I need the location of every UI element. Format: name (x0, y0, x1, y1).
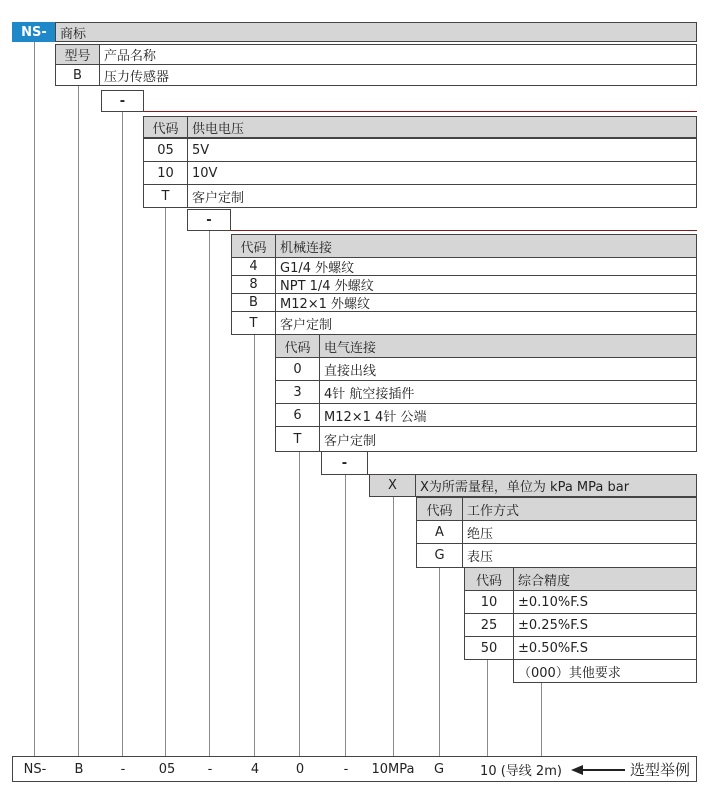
accuracy-value-050: ±0.50%F.S (513, 636, 697, 660)
connector-line (209, 230, 210, 756)
mech-code-custom: T (231, 311, 276, 335)
example-brand: NS- (23, 761, 47, 777)
mech-code-g14: 4 (231, 257, 276, 276)
elec-value-m12: M12×1 4针 公端 (319, 403, 697, 427)
example-dash: - (207, 761, 213, 777)
supply-code-5v: 05 (143, 138, 188, 162)
accuracy-value-010: ±0.10%F.S (513, 590, 697, 614)
mode-header-name: 工作方式 (462, 497, 697, 521)
example-mode: G (433, 761, 445, 777)
elec-value-aviation: 4针 航空接插件 (319, 380, 697, 404)
connector-line (393, 496, 394, 756)
elec-header-code: 代码 (275, 334, 320, 358)
model-header-name: 产品名称 (99, 44, 697, 65)
connector-line (34, 40, 35, 756)
model-code: B (55, 64, 100, 86)
connector-line (439, 568, 440, 756)
separator-dash: - (101, 90, 144, 112)
connector-line (122, 110, 123, 756)
elec-code-cable: 0 (275, 357, 320, 381)
accuracy-header-code: 代码 (464, 567, 514, 591)
separator-line (231, 230, 697, 231)
elec-code-custom: T (275, 426, 320, 452)
supply-header-code: 代码 (143, 116, 188, 138)
mech-header-name: 机械连接 (275, 234, 697, 258)
accuracy-code-025: 25 (464, 613, 514, 637)
mech-value-m12: M12×1 外螺纹 (275, 293, 697, 312)
mode-code-gauge: G (416, 543, 463, 568)
separator-line (144, 111, 697, 112)
connector-line (299, 452, 300, 756)
connector-line (345, 474, 346, 756)
supply-code-10v: 10 (143, 161, 188, 185)
example-dash: - (120, 761, 126, 777)
example-label: 选型举例 (629, 760, 690, 779)
connector-line (487, 660, 488, 756)
model-header-code: 型号 (55, 44, 100, 65)
mech-header-code: 代码 (231, 234, 276, 258)
separator-dash: - (321, 451, 368, 475)
range-description: X为所需量程，单位为 kPa MPa bar (415, 474, 697, 497)
example-dash: - (343, 761, 349, 777)
mode-code-absolute: A (416, 520, 463, 544)
example-model: B (74, 761, 84, 777)
connector-line (541, 682, 542, 756)
arrow-left-icon (569, 757, 627, 783)
brand-label: 商标 (55, 22, 697, 42)
supply-value-custom: 客户定制 (187, 184, 697, 208)
mech-value-g14: G1/4 外螺纹 (275, 257, 697, 276)
mech-value-custom: 客户定制 (275, 311, 697, 335)
connector-line (165, 208, 166, 756)
example-accuracy: 10 (导线 2m) (480, 763, 562, 779)
elec-header-name: 电气连接 (319, 334, 697, 358)
accuracy-value-025: ±0.25%F.S (513, 613, 697, 637)
mode-header-code: 代码 (416, 497, 463, 521)
mech-code-npt: 8 (231, 275, 276, 294)
connector-line (254, 334, 255, 756)
example-mech: 4 (250, 761, 260, 777)
example-range: 10MPa (371, 761, 415, 777)
supply-value-10v: 10V (187, 161, 697, 185)
selection-example-row (12, 756, 697, 782)
example-elec: 0 (295, 761, 305, 777)
accuracy-code-010: 10 (464, 590, 514, 614)
accuracy-code-050: 50 (464, 636, 514, 660)
elec-value-custom: 客户定制 (319, 426, 697, 452)
mech-value-npt: NPT 1/4 外螺纹 (275, 275, 697, 294)
brand-code: NS- (12, 22, 56, 42)
model-name: 压力传感器 (99, 64, 697, 86)
elec-value-cable: 直接出线 (319, 357, 697, 381)
separator-dash: - (187, 209, 231, 231)
accuracy-header-name: 综合精度 (513, 567, 697, 591)
accuracy-other: （000）其他要求 (513, 659, 697, 683)
supply-code-custom: T (143, 184, 188, 208)
elec-code-m12: 6 (275, 403, 320, 427)
supply-value-5v: 5V (187, 138, 697, 162)
example-supply: 05 (158, 761, 176, 777)
elec-code-aviation: 3 (275, 380, 320, 404)
mech-code-m12: B (231, 293, 276, 312)
mode-value-absolute: 绝压 (462, 520, 697, 544)
supply-header-name: 供电电压 (187, 116, 697, 138)
range-code: X (369, 474, 416, 497)
connector-line (78, 86, 79, 756)
mode-value-gauge: 表压 (462, 543, 697, 568)
